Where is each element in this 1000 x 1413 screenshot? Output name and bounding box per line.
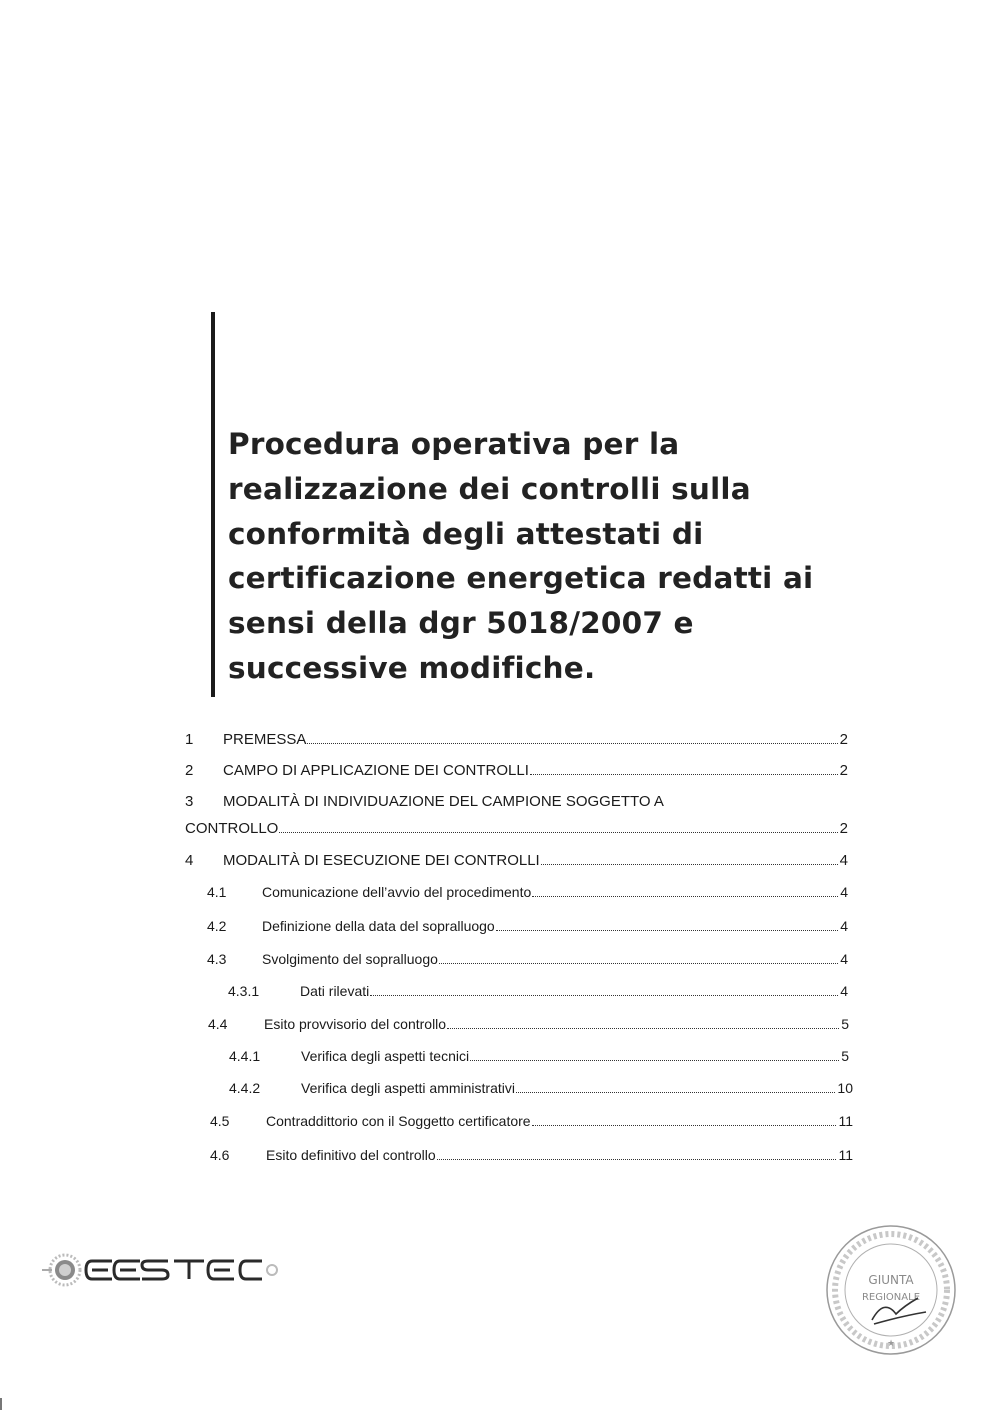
toc-number: 4.4 <box>208 1016 228 1032</box>
toc-title: PREMESSA <box>223 731 307 748</box>
toc-leader-dots <box>279 831 837 833</box>
toc-page-number: 2 <box>839 820 848 837</box>
toc-page-number: 4 <box>840 983 848 999</box>
toc-number: 4 <box>185 852 194 869</box>
toc-title-continuation: CONTROLLO <box>185 820 279 837</box>
toc-page-number: 4 <box>839 852 848 869</box>
toc-number: 3 <box>185 793 194 810</box>
toc-entry-4[interactable] <box>185 852 848 869</box>
toc-leader-dots <box>532 895 838 897</box>
toc-title: MODALITÀ DI ESECUZIONE DEI CONTROLLI <box>223 852 540 869</box>
title-line: sensi della dgr 5018/2007 e <box>228 606 694 641</box>
toc-number: 4.4.1 <box>229 1048 261 1064</box>
toc-page-number: 2 <box>839 731 848 748</box>
toc-entry-3-continuation[interactable] <box>185 820 848 837</box>
toc-entry-1[interactable] <box>185 731 848 748</box>
title-line: successive modifiche. <box>228 650 596 685</box>
toc-entry-4-5[interactable] <box>210 1113 853 1130</box>
toc-entry-4-4-1[interactable] <box>229 1048 849 1065</box>
toc-page-number: 2 <box>839 762 848 779</box>
toc-title: Svolgimento del sopralluogo <box>262 951 438 967</box>
toc-title: Contraddittorio con il Soggetto certificatore <box>266 1113 531 1129</box>
toc-page-number: 5 <box>841 1016 849 1032</box>
toc-number: 4.1 <box>207 884 227 900</box>
scan-edge-mark <box>0 1398 2 1410</box>
toc-number: 4.4.2 <box>229 1080 261 1096</box>
toc-page-number: 4 <box>840 918 848 934</box>
toc-leader-dots <box>370 994 838 996</box>
toc-page-number: 11 <box>838 1147 853 1163</box>
cestec-logo <box>40 1245 340 1295</box>
toc-title: MODALITÀ DI INDIVIDUAZIONE DEL CAMPIONE SOGGETTO A <box>223 793 664 810</box>
toc-entry-4-4[interactable] <box>208 1016 849 1033</box>
toc-number: 4.3.1 <box>228 983 260 999</box>
toc-leader-dots <box>437 1158 837 1160</box>
toc-entry-3[interactable] <box>185 793 848 810</box>
toc-title: Verifica degli aspetti amministrativi <box>301 1080 515 1096</box>
toc-entry-2[interactable] <box>185 762 848 779</box>
toc-leader-dots <box>439 962 838 964</box>
toc-page-number: 4 <box>840 884 848 900</box>
toc-page-number: 5 <box>841 1048 849 1064</box>
toc-title: Dati rilevati <box>300 983 370 999</box>
toc-leader-dots <box>516 1091 835 1093</box>
title-line: Procedura operativa per la <box>228 427 680 461</box>
toc-number: 4.6 <box>210 1147 230 1163</box>
toc-leader-dots <box>307 742 837 744</box>
toc-leader-dots <box>470 1059 839 1061</box>
toc-page-number: 11 <box>838 1113 853 1129</box>
toc-title: Verifica degli aspetti tecnici <box>301 1048 470 1064</box>
toc-title: Esito definitivo del controllo <box>266 1147 436 1163</box>
toc-entry-4-4-2[interactable] <box>229 1080 853 1097</box>
toc-leader-dots <box>447 1027 839 1029</box>
toc-entry-4-1[interactable] <box>207 884 848 901</box>
stamp-text-line1: GIUNTA <box>868 1273 914 1287</box>
toc-number: 1 <box>185 731 194 748</box>
title-line: realizzazione dei controlli sulla <box>228 471 751 506</box>
toc-number: 4.3 <box>207 951 227 967</box>
toc-leader-dots <box>532 1124 837 1126</box>
toc-entry-4-2[interactable] <box>207 918 848 935</box>
toc-page-number: 10 <box>837 1080 853 1096</box>
title-line: certificazione energetica redatti ai <box>228 561 814 596</box>
toc-number: 4.2 <box>207 918 227 934</box>
toc-leader-dots <box>541 863 838 865</box>
toc-entry-4-3-1[interactable] <box>228 983 848 1000</box>
toc-title: Comunicazione dell’avvio del procedimento <box>262 884 532 900</box>
toc-leader-dots <box>496 929 838 931</box>
toc-title: Esito provvisorio del controllo <box>264 1016 447 1032</box>
regional-council-stamp <box>822 1220 960 1360</box>
svg-text:★: ★ <box>886 1338 896 1348</box>
toc-title: Definizione della data del sopralluogo <box>262 918 495 934</box>
toc-entry-4-3[interactable] <box>207 951 848 968</box>
toc-number: 2 <box>185 762 194 779</box>
toc-entry-4-6[interactable] <box>210 1147 853 1164</box>
toc-number: 4.5 <box>210 1113 230 1129</box>
toc-page-number: 4 <box>840 951 848 967</box>
stamp-text-line2: REGIONALE <box>861 1292 921 1303</box>
toc-leader-dots <box>530 773 838 775</box>
toc-title: CAMPO DI APPLICAZIONE DEI CONTROLLI <box>223 762 529 779</box>
title-line: conformità degli attestati di <box>228 516 704 551</box>
